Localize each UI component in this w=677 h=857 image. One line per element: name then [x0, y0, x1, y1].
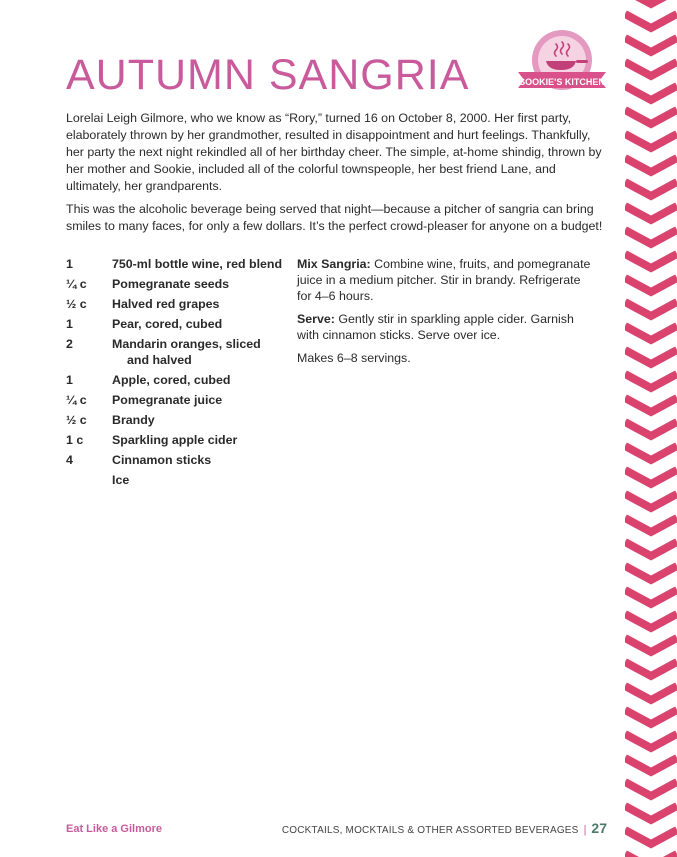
page-footer: [282, 820, 607, 836]
serve-step: [297, 311, 597, 343]
ingredient-quantity: 2: [66, 337, 73, 351]
ingredient-quantity: ½ c: [66, 297, 87, 311]
page-number: 27: [591, 820, 607, 836]
ingredient-quantity: 1 c: [66, 433, 84, 447]
ingredient-name: Cinnamon sticks: [112, 453, 212, 467]
chevron-stripe: [625, 686, 677, 700]
footer-separator: |: [583, 824, 587, 836]
sookies-kitchen-badge: [516, 30, 608, 98]
ingredient-name: Apple, cored, cubed: [112, 373, 231, 387]
chevron-stripe: [625, 398, 677, 412]
chevron-stripe: [625, 0, 677, 4]
ingredient-name-block: [112, 452, 286, 468]
chevron-stripe: [625, 542, 677, 556]
ingredient-quantity: 1: [66, 373, 73, 387]
serve-step-text: Gently stir in sparkling apple cider. Garnish with cinnamon sticks. Serve over ice.: [297, 312, 574, 342]
chevron-stripe: [625, 278, 677, 292]
chevron-stripe: [625, 782, 677, 796]
intro-text: [66, 110, 606, 241]
chevron-stripe: [625, 182, 677, 196]
ingredient-name-block: [112, 432, 286, 448]
recipe-title: AUTUMN SANGRIA: [66, 51, 470, 99]
chevron-stripe: [625, 470, 677, 484]
ingredient-item: [66, 316, 286, 332]
chevron-stripe: [625, 494, 677, 508]
chevron-stripe: [625, 86, 677, 100]
badge-label: SOOKIE'S KITCHEN: [519, 77, 605, 87]
ingredient-name-block: [112, 336, 286, 368]
book-title-footer: Eat Like a Gilmore: [66, 823, 162, 835]
ingredient-quantity: ½ c: [66, 413, 87, 427]
ingredient-quantity: 4: [66, 453, 73, 467]
chevron-stripe: [625, 206, 677, 220]
ingredient-item: [66, 392, 286, 408]
ingredient-name: Pomegranate juice: [112, 393, 223, 407]
chevron-stripe: [625, 614, 677, 628]
ingredient-name-block: [112, 276, 286, 292]
ingredient-name-continued: and halved: [127, 353, 192, 367]
ingredient-name: Pomegranate seeds: [112, 277, 230, 291]
chevron-pattern-icon: [625, 0, 677, 857]
ingredient-name-block: [112, 392, 286, 408]
mix-step-text: Combine wine, fruits, and pomegranate juice in a medium pitcher. Stir in brandy. Refrigerate for 4–6 hours.: [297, 257, 591, 303]
ingredient-name: Halved red grapes: [112, 297, 220, 311]
ingredient-item: [66, 276, 286, 292]
ingredient-name-block: [112, 412, 286, 428]
ingredient-name: Mandarin oranges, sliced: [112, 337, 261, 351]
chevron-stripe: [625, 590, 677, 604]
ingredient-name: Ice: [112, 473, 130, 487]
ingredient-quantity: 1: [66, 257, 73, 271]
section-title: COCKTAILS, MOCKTAILS & OTHER ASSORTED BEVERAGES: [281, 825, 579, 836]
chevron-stripe: [625, 518, 677, 532]
mix-step: [297, 256, 597, 304]
chevron-stripe: [625, 254, 677, 268]
chevron-stripe: [625, 14, 677, 28]
ingredient-quantity: [66, 472, 112, 488]
ingredient-item: [66, 432, 286, 448]
chevron-stripe: [625, 758, 677, 772]
ingredient-quantity: ¼ c: [66, 393, 87, 407]
chevron-stripe: [625, 734, 677, 748]
ingredient-item: [66, 336, 286, 368]
ingredient-name: Sparkling apple cider: [112, 433, 238, 447]
ingredient-item: [66, 452, 286, 468]
yield-text: Makes 6–8 servings.: [297, 351, 411, 365]
ingredient-item: [66, 296, 286, 312]
ingredients-list: [66, 256, 286, 492]
chevron-stripe: [625, 62, 677, 76]
ingredient-name: 750-ml bottle wine, red blend: [112, 257, 283, 271]
chevron-stripe: [625, 110, 677, 124]
ingredient-item: [66, 256, 286, 272]
serve-step-label: Serve:: [297, 312, 335, 326]
chevron-stripe: [625, 446, 677, 460]
chevron-stripe: [625, 422, 677, 436]
ingredient-name-block: [112, 256, 286, 272]
ingredient-name-block: [112, 372, 286, 388]
ingredient-item: [66, 412, 286, 428]
ingredient-name-block: [112, 316, 286, 332]
chevron-stripe: [625, 374, 677, 388]
chevron-stripe: [625, 38, 677, 52]
chevron-border: [625, 0, 677, 857]
ingredient-quantity: ¼ c: [66, 277, 87, 291]
chevron-stripe: [625, 158, 677, 172]
directions: [297, 256, 597, 373]
ingredient-name: Pear, cored, cubed: [112, 317, 223, 331]
ingredient-name-block: [112, 472, 286, 488]
intro-paragraph: This was the alcoholic beverage being served that night—because a pitcher of sangria can bring smiles to many faces, for only a few dollars. It’s the perfect crowd-pleaser for anyone on a budget!: [66, 202, 603, 233]
ingredient-item: [66, 472, 286, 488]
chevron-stripe: [625, 302, 677, 316]
ingredient-name: Brandy: [112, 413, 155, 427]
chevron-stripe: [625, 230, 677, 244]
ingredient-item: [66, 372, 286, 388]
chevron-stripe: [625, 806, 677, 820]
chevron-stripe: [625, 566, 677, 580]
ingredient-name-block: [112, 296, 286, 312]
mix-step-label: Mix Sangria:: [297, 257, 371, 271]
chevron-stripe: [625, 134, 677, 148]
chevron-stripe: [625, 830, 677, 844]
intro-paragraph: Lorelai Leigh Gilmore, who we know as “Rory,” turned 16 on October 8, 2000. Her first party, elaborately thrown by her grandmother, resulted in disappointment and hurt feelings. Thankfully, her party the next night rekindled all of her birthday cheer. The simple, at-home shindig, thrown by her mother and Sookie, included all of the colorful townspeople, her best friend Lane, and ultimately, her grandparents.: [66, 111, 602, 193]
ingredient-quantity: 1: [66, 317, 73, 331]
chevron-stripe: [625, 350, 677, 364]
chevron-stripe: [625, 326, 677, 340]
chevron-stripe: [625, 710, 677, 724]
chevron-stripe: [625, 638, 677, 652]
chevron-stripe: [625, 662, 677, 676]
